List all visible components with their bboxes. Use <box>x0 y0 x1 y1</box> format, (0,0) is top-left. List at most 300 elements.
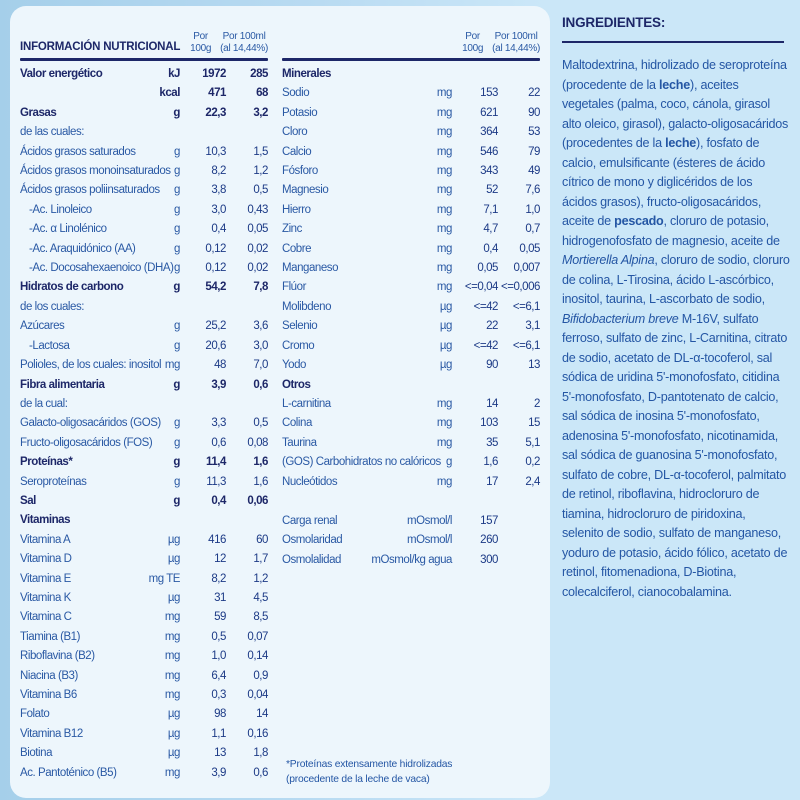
row-label: Flúor <box>282 281 306 294</box>
row-value-100ml: 0,06 <box>247 494 268 507</box>
row-value-100g: 13 <box>214 747 226 760</box>
row-label: Otros <box>282 378 311 391</box>
ingredients-title: INGREDIENTES: <box>562 15 666 30</box>
nutrition-rows-middle <box>282 61 540 570</box>
row-value-100ml: 0,07 <box>247 630 268 643</box>
row-value-100ml: <=6,1 <box>512 339 540 352</box>
nutrition-row <box>20 511 268 530</box>
row-value-100ml: 1,2 <box>253 165 268 178</box>
row-label: Calcio <box>282 145 312 158</box>
row-label: Manganeso <box>282 262 339 275</box>
row-label: de la cual: <box>20 397 68 410</box>
row-value-100g: 22,3 <box>205 106 226 119</box>
row-value-100ml: 1,7 <box>253 553 268 566</box>
ingredients-text <box>562 56 790 602</box>
nutrition-row <box>20 65 268 84</box>
nutrition-rows-left <box>20 61 268 783</box>
row-label: Carga renal <box>282 514 338 527</box>
row-unit: mg <box>164 650 180 663</box>
row-unit: µg <box>167 533 180 546</box>
row-label: Fibra alimentaria <box>20 378 105 391</box>
row-unit: g <box>173 378 180 391</box>
row-value-100g: 471 <box>208 87 226 100</box>
row-label: Hidratos de carbono <box>20 281 124 294</box>
column-headers-left <box>190 31 268 55</box>
spacer-row <box>282 492 540 512</box>
row-value-100ml: 22 <box>528 87 540 100</box>
row-unit: mg TE <box>148 572 180 585</box>
row-value-100g: 8,2 <box>211 572 226 585</box>
row-value-100g: 0,12 <box>205 242 226 255</box>
row-label: Cloro <box>282 126 308 139</box>
ingredient-segment: pescado <box>614 214 664 229</box>
ingredient-segment: leche <box>659 77 690 92</box>
row-unit: mg <box>164 689 180 701</box>
row-value-100ml: 3,1 <box>525 320 540 333</box>
row-value-100g: 10,3 <box>205 145 226 158</box>
row-value-100ml: 7,0 <box>253 359 268 372</box>
nutrition-row <box>20 764 268 783</box>
nutrition-row <box>20 181 268 200</box>
ingredients-rule <box>562 41 784 43</box>
row-value-100ml: 15 <box>528 417 540 430</box>
row-unit: µg <box>439 359 452 372</box>
row-unit: mg <box>436 87 452 100</box>
nutrition-row <box>20 531 268 550</box>
row-label: Niacina (B3) <box>20 669 78 682</box>
nutrition-row <box>20 628 268 647</box>
row-value-100ml: 1,8 <box>253 747 268 760</box>
row-value-100ml: 68 <box>256 87 268 100</box>
col-header-per-100ml <box>492 31 540 55</box>
row-value-100g: 11,3 <box>206 475 226 488</box>
row-unit: µg <box>167 591 180 604</box>
row-unit: g <box>174 436 180 449</box>
nutrition-row <box>282 512 540 531</box>
row-unit: mg <box>164 669 180 682</box>
row-value-100ml: 0,02 <box>247 242 268 255</box>
row-value-100ml: 0,14 <box>247 650 268 663</box>
row-label: Sal <box>20 494 36 507</box>
row-value-100g: 31 <box>214 591 226 604</box>
nutrition-row <box>282 104 540 123</box>
nutrition-row <box>282 395 540 414</box>
nutrition-row <box>282 240 540 259</box>
row-value-100ml: 0,6 <box>253 378 268 391</box>
row-value-100ml: 3,2 <box>253 106 268 119</box>
row-value-100g: 4,7 <box>483 223 498 236</box>
nutrition-row <box>20 434 268 453</box>
row-label: Hierro <box>282 203 311 216</box>
row-unit: g <box>173 106 180 119</box>
nutrition-row <box>282 317 540 336</box>
row-unit: mg <box>436 223 452 236</box>
nutrition-row <box>20 123 268 142</box>
row-value-100g: 3,9 <box>211 766 226 779</box>
row-unit: mg <box>436 165 452 178</box>
row-label: Ácidos grasos saturados <box>20 145 136 158</box>
nutrition-table-middle <box>282 14 540 790</box>
row-label: Seroproteínas <box>20 475 87 488</box>
row-label: Tiamina (B1) <box>20 630 80 643</box>
row-label: L-carnitina <box>282 397 331 410</box>
row-unit: mg <box>436 475 452 488</box>
row-value-100ml: 0,5 <box>253 184 268 197</box>
row-unit: mg <box>164 611 180 624</box>
row-unit: mg <box>436 203 452 216</box>
row-value-100g: 260 <box>480 534 498 547</box>
nutrition-table-left <box>20 14 268 790</box>
row-value-100g: 343 <box>480 165 498 178</box>
row-label: Vitamina A <box>20 533 71 546</box>
row-unit: µg <box>167 727 180 740</box>
row-value-100g: 0,5 <box>211 630 226 643</box>
row-unit: mOsmol/l <box>407 514 452 527</box>
row-value-100ml: 0,007 <box>513 262 540 275</box>
row-label: Vitamina C <box>20 611 72 624</box>
col-header-line: (al 14,44%) <box>220 43 268 54</box>
nutrition-row <box>20 570 268 589</box>
row-value-100ml: 13 <box>528 359 540 372</box>
row-unit: g <box>174 184 180 197</box>
col-header-line: 100g <box>190 43 212 54</box>
col-header-line: Por 100ml <box>494 31 538 42</box>
row-value-100ml: 1,6 <box>253 456 268 469</box>
row-value-100g: 0,05 <box>477 262 498 275</box>
row-label: Minerales <box>282 68 332 80</box>
ingredient-segment: ), aceites vegetales (palma, coco, cánola, girasol alto oleico, girasol), galacto-oligosacáridos (procedentes de la <box>562 77 789 151</box>
row-label: Valor energético <box>20 68 103 80</box>
nutrition-row <box>20 395 268 414</box>
row-value-100g: 0,6 <box>211 436 226 449</box>
nutrition-row <box>282 551 540 570</box>
row-value-100ml: 3,0 <box>253 339 268 352</box>
row-value-100g: <=0,04 <box>464 281 498 294</box>
nutrition-row <box>20 492 268 511</box>
row-value-100g: 157 <box>480 514 498 527</box>
row-label: Osmolaridad <box>282 534 343 547</box>
col-header-line: (al 14,44%) <box>492 43 540 54</box>
table-header-left <box>20 14 268 58</box>
ingredient-segment: , cloruro de sodio, cloruro de colina, L-Tirosina, ácido L-ascórbico, inositol, taurina, L-ascorbato de sodio, <box>562 253 790 307</box>
row-value-100ml: 5,1 <box>525 436 540 449</box>
row-value-100ml: 285 <box>250 68 268 80</box>
row-label: Potasio <box>282 106 318 119</box>
row-value-100g: <=42 <box>473 300 498 313</box>
row-value-100ml: 0,08 <box>247 436 268 449</box>
ingredient-segment: Maltodextrina, hidrolizado de seroproteína (procedente de la <box>562 58 787 92</box>
row-value-100g: 52 <box>486 184 498 197</box>
row-label: Polioles, de los cuales: inositol <box>20 359 162 372</box>
row-value-100g: 48 <box>214 359 226 372</box>
row-label: Galacto-oligosacáridos (GOS) <box>20 417 161 430</box>
row-label: Magnesio <box>282 184 329 197</box>
row-value-100g: 0,4 <box>483 242 498 255</box>
nutrition-row <box>20 667 268 686</box>
col-header-per-100ml <box>220 31 268 55</box>
row-value-100ml: 3,6 <box>253 320 268 333</box>
row-unit: g <box>446 456 452 469</box>
row-value-100g: 59 <box>214 611 226 624</box>
col-header-per-100g <box>190 31 211 55</box>
row-unit: µg <box>439 320 452 333</box>
row-value-100ml: 0,6 <box>253 766 268 779</box>
nutrition-row <box>282 531 540 550</box>
nutrition-row <box>282 84 540 103</box>
row-value-100g: 12 <box>214 553 226 566</box>
nutrition-row <box>20 744 268 763</box>
row-value-100ml: 53 <box>528 126 540 139</box>
ingredient-segment: Mortierella Alpina <box>562 253 655 268</box>
nutrition-row <box>20 298 268 317</box>
row-label: Vitamina D <box>20 553 72 566</box>
nutrition-row <box>20 143 268 162</box>
row-value-100g: 17 <box>486 475 498 488</box>
nutrition-row <box>282 434 540 453</box>
nutrition-row <box>20 356 268 375</box>
row-unit: mOsmol/kg agua <box>371 553 452 566</box>
row-value-100g: 0,12 <box>205 262 226 275</box>
row-value-100g: 621 <box>480 106 498 119</box>
nutrition-row <box>20 705 268 724</box>
row-unit: g <box>174 145 180 158</box>
row-label: Folato <box>20 708 50 721</box>
col-header-line: Por 100ml <box>222 31 266 42</box>
row-label: Ac. Pantoténico (B5) <box>20 766 117 779</box>
row-unit: mg <box>436 397 452 410</box>
row-label: Vitamina E <box>20 572 71 585</box>
nutrition-row <box>20 686 268 705</box>
col-header-line: 100g <box>462 43 484 54</box>
nutrition-row <box>20 647 268 666</box>
row-value-100ml: 7,8 <box>253 281 268 294</box>
row-label: Nucleótidos <box>282 475 338 488</box>
nutrition-row <box>282 65 540 84</box>
row-value-100ml: 0,9 <box>253 669 268 682</box>
row-label: Vitamina B12 <box>20 727 83 740</box>
nutrition-row <box>282 123 540 142</box>
row-unit: g <box>174 320 180 333</box>
row-unit: g <box>174 223 180 236</box>
row-value-100g: 8,2 <box>211 165 226 178</box>
row-value-100g: 11,4 <box>206 456 226 469</box>
row-unit: kJ <box>168 68 180 80</box>
nutrition-row <box>20 317 268 336</box>
row-unit: mg <box>164 359 180 372</box>
row-unit: g <box>173 281 180 294</box>
nutrition-row <box>282 473 540 492</box>
row-value-100g: 90 <box>486 359 498 372</box>
row-value-100g: 6,4 <box>211 669 226 682</box>
nutrition-row <box>282 181 540 200</box>
row-value-100g: 364 <box>480 126 498 139</box>
row-value-100g: 0,4 <box>211 223 226 236</box>
nutrition-panel <box>10 6 550 798</box>
nutrition-row <box>282 162 540 181</box>
nutrition-row <box>282 337 540 356</box>
row-label: (GOS) Carbohidratos no calóricos <box>282 456 441 469</box>
row-value-100ml: 14 <box>256 708 268 721</box>
row-unit: mg <box>164 630 180 643</box>
nutrition-row <box>282 259 540 278</box>
row-label: -Ac. Araquidónico (AA) <box>29 242 136 255</box>
col-header-line: Por <box>465 31 480 42</box>
nutrition-row <box>20 453 268 472</box>
nutrition-row <box>20 589 268 608</box>
row-value-100g: 1,0 <box>211 650 226 663</box>
nutrition-row <box>20 725 268 744</box>
nutrition-row <box>20 104 268 123</box>
row-unit: g <box>173 456 180 469</box>
row-label: Azúcares <box>20 320 65 333</box>
row-value-100g: 20,6 <box>205 339 226 352</box>
row-value-100ml: 0,04 <box>247 689 268 701</box>
table-header-middle <box>282 14 540 58</box>
nutrition-row <box>282 278 540 297</box>
row-unit: mg <box>436 281 452 294</box>
ingredient-segment: Bifidobacterium breve <box>562 311 679 326</box>
row-unit: g <box>174 475 180 488</box>
row-value-100g: 25,2 <box>205 320 226 333</box>
row-label: Vitaminas <box>20 514 71 527</box>
row-value-100ml: 0,7 <box>525 223 540 236</box>
row-unit: g <box>174 262 180 275</box>
row-label: Cromo <box>282 339 315 352</box>
nutrition-row <box>282 414 540 433</box>
ingredient-segment: leche <box>665 136 697 151</box>
row-value-100g: 7,1 <box>483 203 498 216</box>
row-value-100g: 1972 <box>202 68 226 80</box>
row-unit: g <box>173 494 180 507</box>
row-value-100ml: 79 <box>528 145 540 158</box>
nutrition-row <box>20 414 268 433</box>
row-unit: mg <box>164 766 180 779</box>
row-label: Biotina <box>20 747 53 760</box>
row-label: Grasas <box>20 106 57 119</box>
nutrition-title: INFORMACIÓN NUTRICIONAL <box>20 41 181 53</box>
row-value-100ml: 1,0 <box>525 203 540 216</box>
row-value-100ml: 0,05 <box>519 242 540 255</box>
row-label: Zinc <box>282 223 302 236</box>
nutrition-row <box>282 453 540 472</box>
row-label: Vitamina K <box>20 591 71 604</box>
nutrition-row <box>282 298 540 317</box>
row-unit: mg <box>436 436 452 449</box>
row-label: Sodio <box>282 87 310 100</box>
row-value-100ml: 0,16 <box>247 727 268 740</box>
row-label: Colina <box>282 417 312 430</box>
row-value-100ml: 0,5 <box>253 417 268 430</box>
row-value-100g: 1,6 <box>483 456 498 469</box>
nutrition-row <box>282 143 540 162</box>
row-value-100ml: 4,5 <box>253 591 268 604</box>
row-unit: g <box>174 165 180 178</box>
protein-footnote: *Proteínas extensamente hidrolizadas (procedente de la leche de vaca) <box>286 759 453 786</box>
row-value-100g: 3,9 <box>211 378 226 391</box>
row-unit: mg <box>436 417 452 430</box>
row-unit: g <box>174 203 180 216</box>
row-label: Riboflavina (B2) <box>20 650 95 663</box>
row-unit: µg <box>439 300 452 313</box>
row-label: de las cuales: <box>20 126 85 139</box>
row-label: -Lactosa <box>29 339 70 352</box>
row-label: -Ac. Linoleico <box>29 203 92 216</box>
col-header-per-100g <box>462 31 483 55</box>
row-unit: µg <box>167 708 180 721</box>
row-value-100ml: 90 <box>528 106 540 119</box>
row-unit: mg <box>436 126 452 139</box>
row-label: Ácidos grasos monoinsaturados <box>20 165 171 178</box>
row-unit: kcal <box>159 87 180 100</box>
row-value-100ml: 0,43 <box>247 203 268 216</box>
row-unit: mg <box>436 184 452 197</box>
nutrition-row <box>20 220 268 239</box>
row-label: Fósforo <box>282 165 318 178</box>
row-value-100g: 546 <box>480 145 498 158</box>
nutrition-row <box>20 278 268 297</box>
col-header-line: Por <box>193 31 208 42</box>
row-unit: mg <box>436 106 452 119</box>
row-value-100g: 3,0 <box>211 203 226 216</box>
row-value-100g: 416 <box>208 533 226 546</box>
row-unit: mg <box>436 262 452 275</box>
row-unit: µg <box>439 339 452 352</box>
row-value-100g: 1,1 <box>211 727 226 740</box>
row-value-100ml: 2,4 <box>525 475 540 488</box>
row-value-100ml: <=0,006 <box>500 281 540 294</box>
row-value-100ml: 8,5 <box>253 611 268 624</box>
row-unit: mg <box>436 242 452 255</box>
nutrition-row <box>282 220 540 239</box>
row-value-100g: 14 <box>486 397 498 410</box>
nutrition-row <box>20 337 268 356</box>
row-unit: µg <box>167 553 180 566</box>
row-value-100g: 153 <box>480 87 498 100</box>
ingredients-panel <box>556 0 800 800</box>
row-label: Ácidos grasos poliinsaturados <box>20 184 160 197</box>
row-unit: µg <box>167 747 180 760</box>
row-value-100ml: 0,2 <box>525 456 540 469</box>
row-value-100g: 22 <box>486 320 498 333</box>
row-value-100g: 98 <box>214 708 226 721</box>
ingredient-segment: , cloruro de potasio, hidrogenofosfato de magnesio, aceite de <box>562 214 780 248</box>
row-value-100ml: 1,2 <box>253 572 268 585</box>
row-label: Fructo-oligosacáridos (FOS) <box>20 436 153 449</box>
row-label: Proteínas* <box>20 456 73 469</box>
nutrition-row <box>20 201 268 220</box>
row-value-100g: 103 <box>480 417 498 430</box>
nutrition-row <box>20 240 268 259</box>
row-label: -Ac. α Linolénico <box>29 223 107 236</box>
row-label: Taurina <box>282 436 317 449</box>
row-value-100ml: 1,6 <box>253 475 268 488</box>
nutrition-row <box>20 608 268 627</box>
ingredient-segment: ), fosfato de calcio, emulsificante (ésteres de ácido cítrico de mono y diglicéridos de los ácidos grasos), fructo-oligosacáridos, aceite de <box>562 136 766 229</box>
row-value-100ml: 2 <box>534 397 540 410</box>
row-unit: g <box>174 242 180 255</box>
nutrition-row <box>282 356 540 375</box>
row-value-100g: 0,3 <box>211 689 226 701</box>
row-label: Cobre <box>282 242 312 255</box>
row-value-100ml: 7,6 <box>525 184 540 197</box>
row-unit: mg <box>436 145 452 158</box>
row-value-100g: <=42 <box>473 339 498 352</box>
nutrition-row <box>20 473 268 492</box>
row-value-100ml: 60 <box>256 533 268 546</box>
row-value-100ml: <=6,1 <box>512 300 540 313</box>
row-unit: g <box>174 339 180 352</box>
row-label: Selenio <box>282 320 318 333</box>
